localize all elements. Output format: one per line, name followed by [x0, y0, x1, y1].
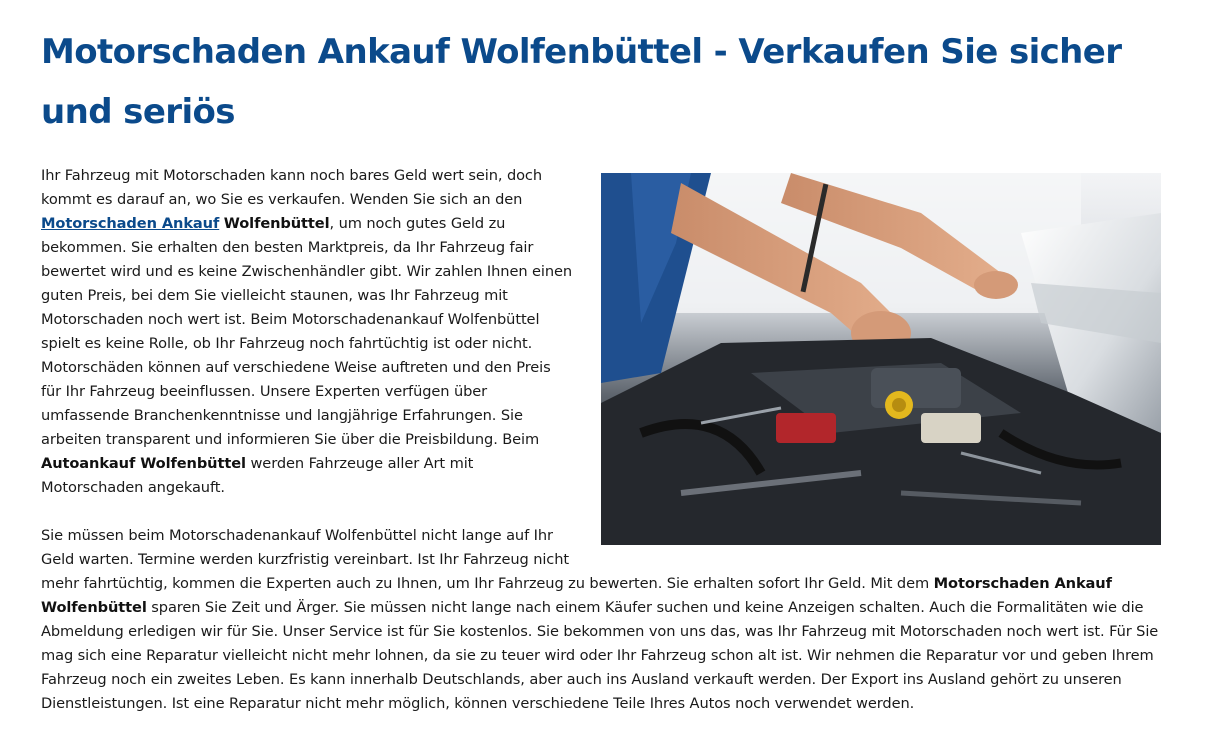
engine-photo-illustration: [601, 173, 1161, 545]
engine-repair-photo: [601, 173, 1161, 545]
intro-text-3: werden Fahrzeuge aller Art mit Motorschaden angekauft.: [41, 455, 474, 496]
service-text-2: sparen Sie Zeit und Ärger. Sie müssen nicht lange nach einem Käufer suchen und keine Anzeigen schalten. Auch die Formalitäten wie die Abmeldung erledigen wir für Sie. Unser Service ist für Sie kostenlos. Sie bekommen von uns das, was Ihr Fahrzeug mit Motorschaden noch wert ist. Für Sie mag sich eine Reparatur vielleicht nicht mehr lohnen, da sie zu teuer wird oder Ihr Fahrzeug schon alt ist. Wir nehmen die Reparatur vor und geben Ihrem Fahrzeug noch ein zweites Leben. Es kann innerhalb Deutschlands, aber auch ins Ausland verkauft werden. Der Export ins Ausland gehört zu unseren Dienstleistungen. Ist eine Reparatur nicht mehr möglich, können verschiedene Teile Ihres Autos noch verwendet werden.: [41, 599, 1159, 712]
page-title: Motorschaden Ankauf Wolfenbüttel - Verkaufen Sie sicher und seriös: [41, 32, 1122, 132]
service-bold-name: Motorschaden Ankauf Wolfenbüttel: [41, 575, 1112, 616]
intro-bold-autoankauf: Autoankauf Wolfenbüttel: [41, 455, 246, 472]
intro-text-2: , um noch gutes Geld zu bekommen. Sie erhalten den besten Marktpreis, da Ihr Fahrzeug fair bewertet wird und es keine Zwischenhändler gibt. Wir zahlen Ihnen einen guten Preis, bei dem Sie vielleicht staunen, was Ihr Fahrzeug mit Motorschaden noch wert ist. Beim Motorschadenankauf Wolfenbüttel spielt es keine Rolle, ob Ihr Fahrzeug noch fahrtüchtig ist oder nicht. Motorschäden können auf verschiedene Weise auftreten und den Preis für Ihr Fahrzeug beeinflussen. Unsere Experten verfügen über umfassende Branchenkenntnisse und langjährige Erfahrungen. Sie arbeiten transparent und informieren Sie über die Preisbildung. Beim: [41, 215, 573, 448]
main-content: [41, 22, 1166, 716]
service-paragraph: [41, 524, 1166, 716]
intro-text-1: Ihr Fahrzeug mit Motorschaden kann noch bares Geld wert sein, doch kommt es darauf an, wo Sie es verkaufen. Wenden Sie sich an den: [41, 167, 543, 208]
service-text-1: Sie müssen beim Motorschadenankauf Wolfenbüttel nicht lange auf Ihr Geld warten. Termine werden kurzfristig vereinbart. Ist Ihr Fahrzeug nicht mehr fahrtüchtig, kommen die Experten auch zu Ihnen, um Ihr Fahrzeug zu bewerten. Sie erhalten sofort Ihr Geld. Mit dem: [41, 527, 934, 592]
motorschaden-ankauf-link[interactable]: Motorschaden Ankauf: [41, 215, 220, 232]
intro-bold-location: Wolfenbüttel: [223, 215, 330, 232]
